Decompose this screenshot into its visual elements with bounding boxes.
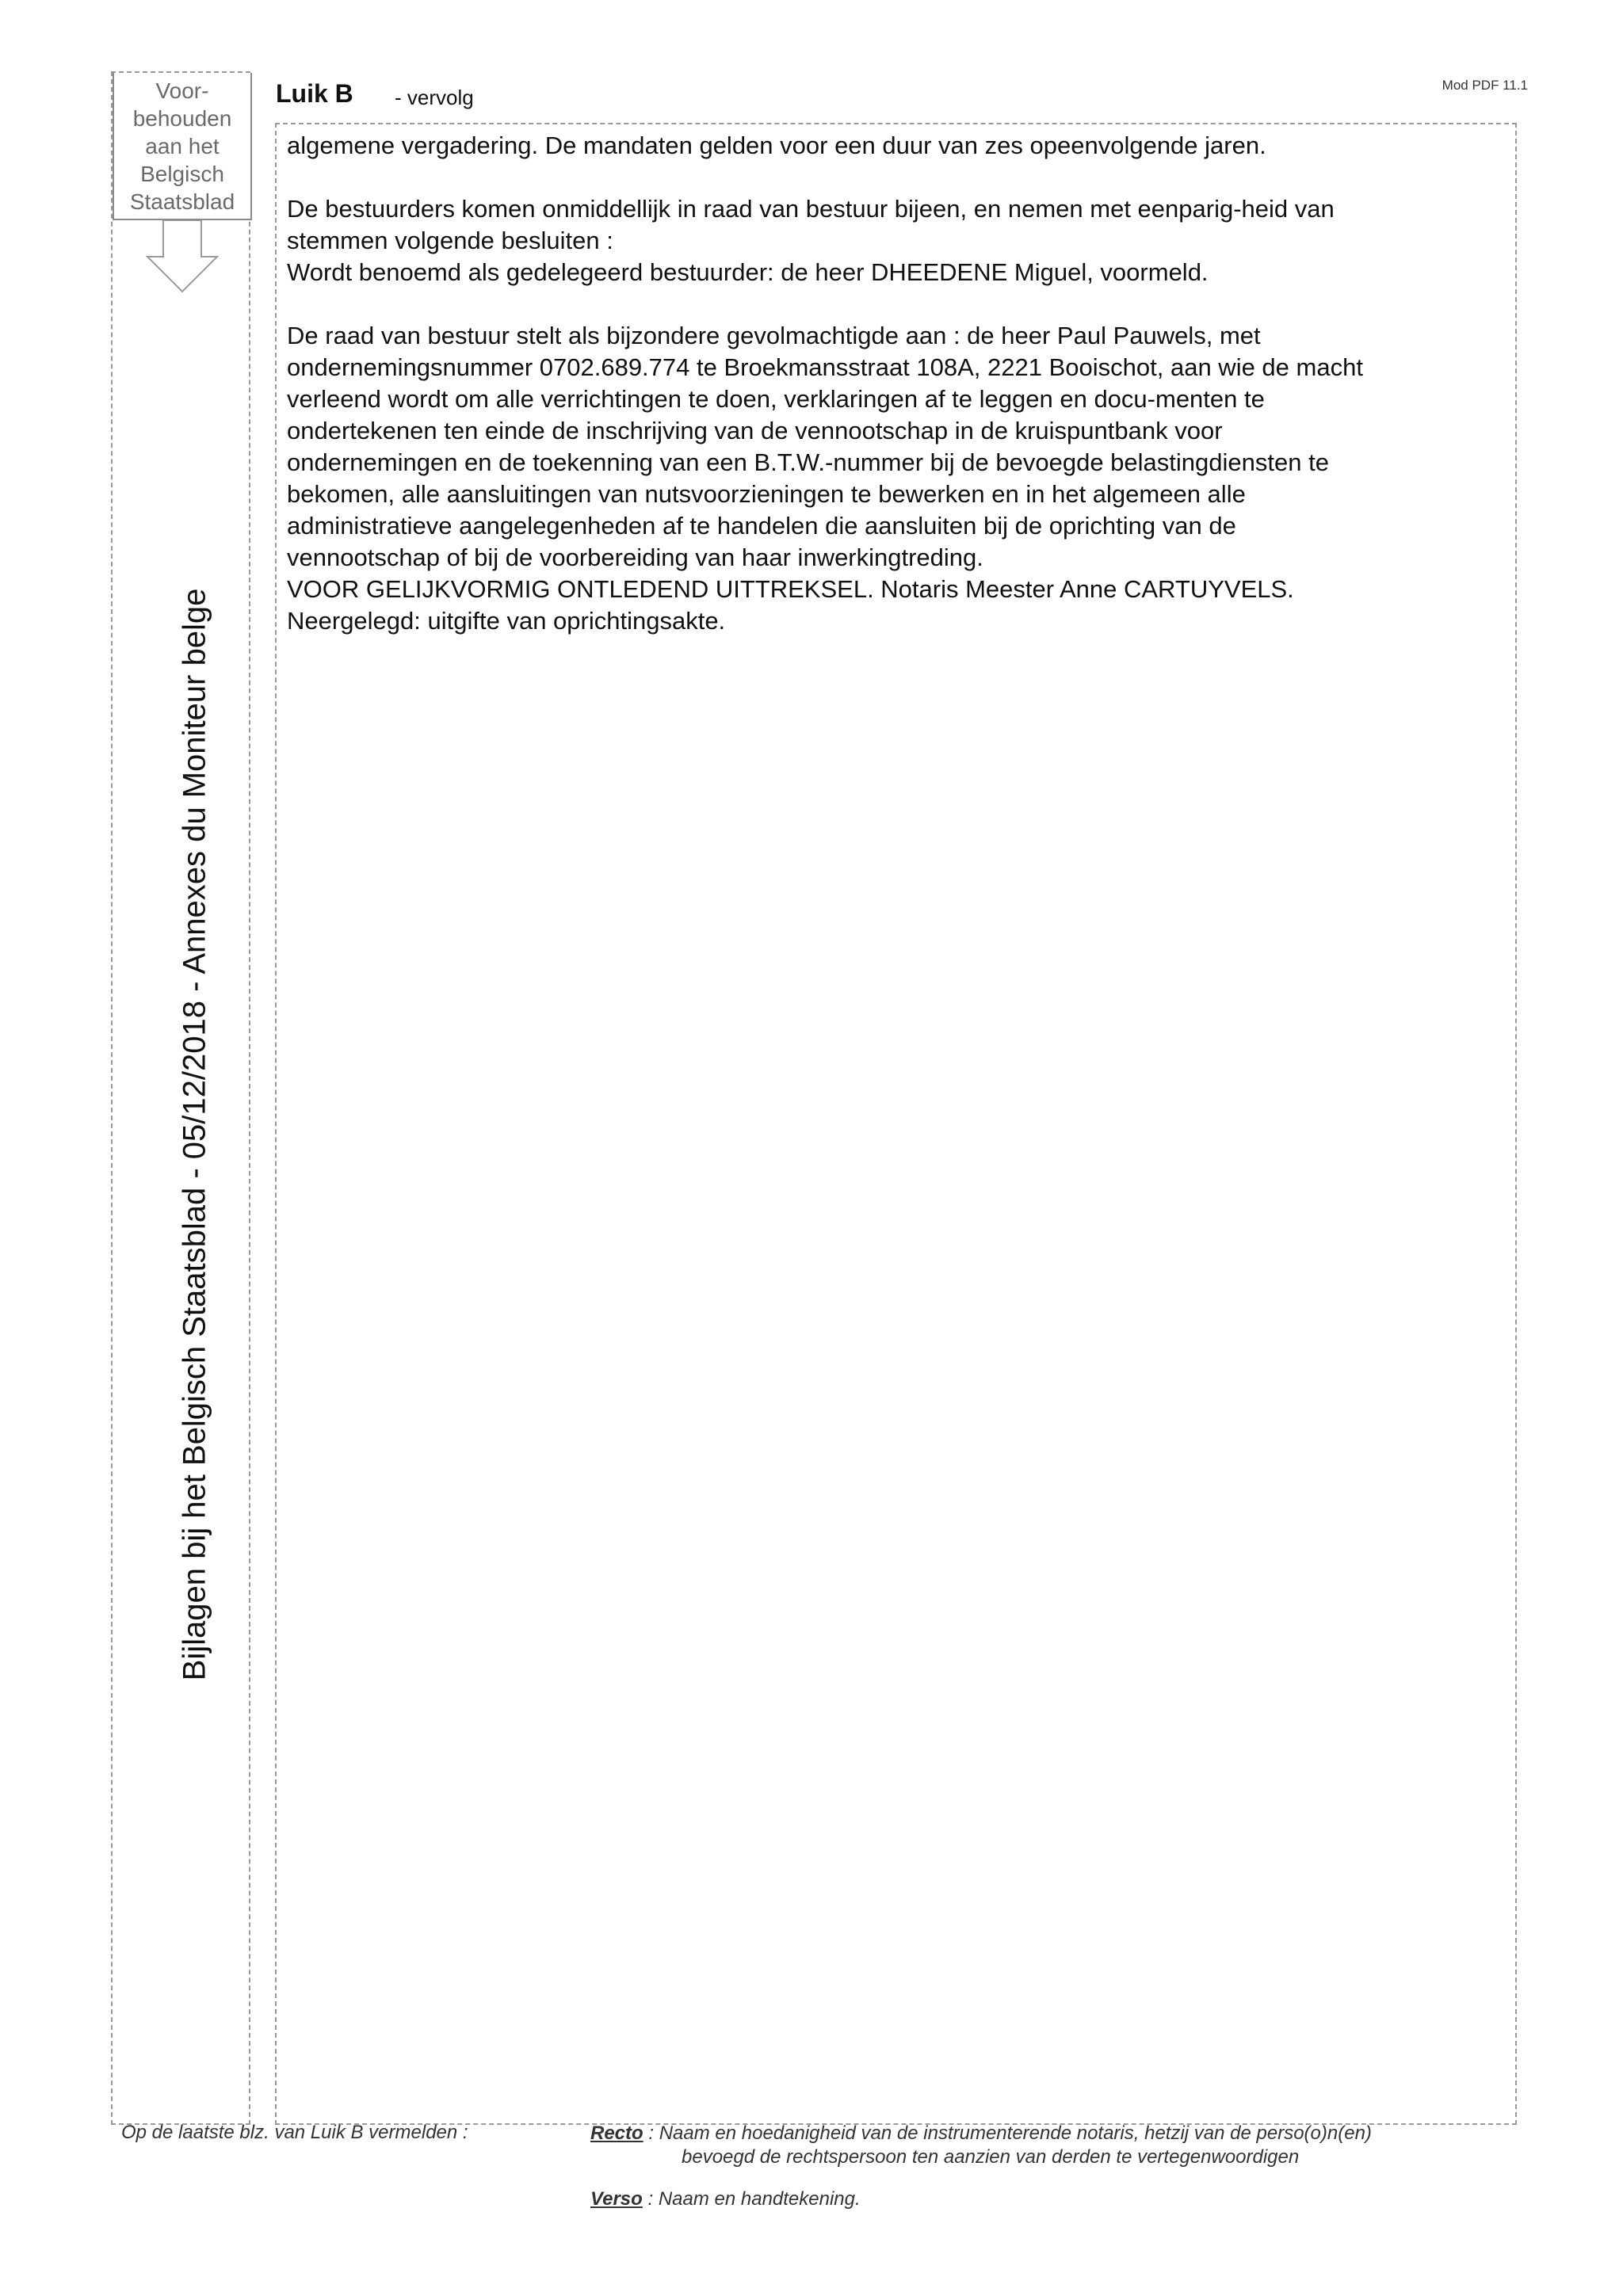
text-line: VOOR GELIJKVORMIG ONTLEDEND UITTREKSEL. Notaris Meester Anne CARTUYVELS. bbox=[287, 575, 1294, 603]
text-line: administratieve aangelegenheden af te handelen die aansluiten bij de oprichting van de bbox=[287, 512, 1236, 540]
reserved-line: Staatsblad bbox=[129, 189, 235, 214]
text-line: verleend wordt om alle verrichtingen te doen, verklaringen af te leggen en docu-menten te bbox=[287, 385, 1265, 413]
reserved-line: Voor- bbox=[155, 78, 209, 103]
text-line: algemene vergadering. De mandaten gelden voor een duur van zes opeenvolgende jaren. bbox=[287, 132, 1266, 159]
vertical-publication-label: Bijlagen bij het Belgisch Staatsblad - 05/12/2018 - Annexes du Moniteur belge bbox=[177, 588, 212, 1681]
section-subtitle: - vervolg bbox=[395, 86, 474, 109]
verso-label: Verso bbox=[590, 2188, 643, 2210]
footer-verso bbox=[590, 2188, 861, 2210]
text-line: bekomen, alle aansluitingen van nutsvoorzieningen te bewerken en in het algemeen alle bbox=[287, 480, 1246, 508]
arrow-down-icon bbox=[144, 220, 220, 295]
text-line: De raad van bestuur stelt als bijzondere gevolmachtigde aan : de heer Paul Pauwels, met bbox=[287, 322, 1261, 349]
footer-recto-continuation: bevoegd de rechtspersoon ten aanzien van derden te vertegenwoordigen bbox=[682, 2146, 1300, 2168]
text-line: Neergelegd: uitgifte van oprichtingsakte. bbox=[287, 607, 726, 635]
reserved-box bbox=[113, 73, 252, 220]
footer-instruction: Op de laatste blz. van Luik B vermelden : bbox=[121, 2122, 468, 2143]
section-title: Luik B bbox=[276, 79, 353, 108]
reserved-line: behouden bbox=[132, 105, 232, 131]
verso-text: : Naam en handtekening. bbox=[642, 2188, 861, 2210]
text-line: vennootschap of bij de voorbereiding van haar inwerkingtreding. bbox=[287, 543, 983, 571]
text-line: ondertekenen ten einde de inschrijving van de vennootschap in de kruispuntbank voor bbox=[287, 417, 1223, 444]
reserved-line: Belgisch bbox=[140, 161, 224, 186]
paragraph bbox=[287, 130, 1507, 162]
paragraph bbox=[287, 320, 1507, 637]
recto-label: Recto bbox=[590, 2122, 643, 2144]
text-line: De bestuurders komen onmiddellijk in raad van bestuur bijeen, en nemen met eenparig-heid van bbox=[287, 195, 1335, 223]
text-line: ondernemingen en de toekenning van een B.T.W.-nummer bij de bevoegde belastingdiensten te bbox=[287, 448, 1329, 476]
paragraph bbox=[287, 193, 1507, 288]
reserved-line: aan het bbox=[145, 133, 220, 158]
text-line: stemmen volgende besluiten : bbox=[287, 227, 613, 254]
form-code: Mod PDF 11.1 bbox=[1442, 78, 1528, 93]
footer-recto bbox=[590, 2122, 1372, 2145]
recto-text: : Naam en hoedanigheid van de instrumenterende notaris, hetzij van de perso(o)n(en) bbox=[643, 2122, 1372, 2144]
text-line: Wordt benoemd als gedelegeerd bestuurder: de heer DHEEDENE Miguel, voormeld. bbox=[287, 258, 1209, 286]
text-line: ondernemingsnummer 0702.689.774 te Broekmansstraat 108A, 2221 Booischot, aan wie de macht bbox=[287, 353, 1363, 381]
body-text bbox=[287, 130, 1507, 637]
